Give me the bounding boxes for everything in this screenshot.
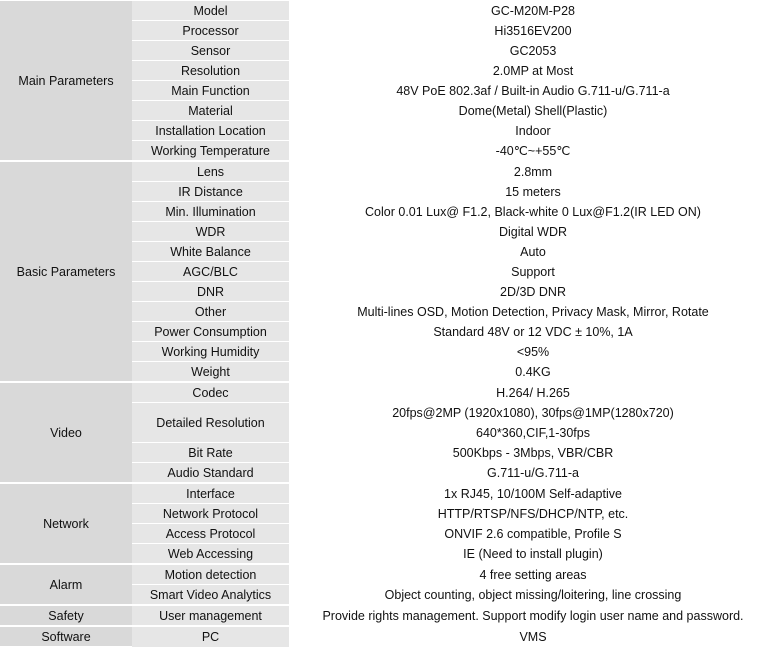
parameter-name: Power Consumption xyxy=(132,322,289,342)
parameter-name: Motion detection xyxy=(132,564,289,585)
parameter-value: Multi-lines OSD, Motion Detection, Privacy Mask, Mirror, Rotate xyxy=(289,302,777,322)
parameter-value: Support xyxy=(289,262,777,282)
table-row xyxy=(0,1,777,21)
parameter-value: 48V PoE 802.3af / Built-in Audio G.711-u/G.711-a xyxy=(289,81,777,101)
parameter-value: GC-M20M-P28 xyxy=(289,1,777,21)
parameter-value: IE (Need to install plugin) xyxy=(289,544,777,565)
parameter-value: <95% xyxy=(289,342,777,362)
parameter-name: Min. Illumination xyxy=(132,202,289,222)
parameter-name: Bit Rate xyxy=(132,443,289,463)
parameter-name: AGC/BLC xyxy=(132,262,289,282)
table-row xyxy=(0,382,777,403)
parameter-value: H.264/ H.265 xyxy=(289,382,777,403)
parameter-name: Material xyxy=(132,101,289,121)
parameter-name: Interface xyxy=(132,483,289,504)
section-label: Basic Parameters xyxy=(0,161,132,382)
parameter-value: VMS xyxy=(289,626,777,647)
parameter-name: Processor xyxy=(132,21,289,41)
parameter-value: Indoor xyxy=(289,121,777,141)
parameter-value: Standard 48V or 12 VDC ± 10%, 1A xyxy=(289,322,777,342)
parameter-value: GC2053 xyxy=(289,41,777,61)
table-row xyxy=(0,605,777,626)
parameter-name: DNR xyxy=(132,282,289,302)
table-row xyxy=(0,483,777,504)
parameter-name: White Balance xyxy=(132,242,289,262)
parameter-name: Working Humidity xyxy=(132,342,289,362)
parameter-name: Working Temperature xyxy=(132,141,289,162)
parameter-name: PC xyxy=(132,626,289,647)
parameter-value: Color 0.01 Lux@ F1.2, Black-white 0 Lux@F1.2(IR LED ON) xyxy=(289,202,777,222)
parameter-value: 2.8mm xyxy=(289,161,777,182)
parameter-name: Weight xyxy=(132,362,289,383)
spec-table-body xyxy=(0,1,777,647)
parameter-value: 0.4KG xyxy=(289,362,777,383)
parameter-value: Auto xyxy=(289,242,777,262)
parameter-name: Web Accessing xyxy=(132,544,289,565)
parameter-name: IR Distance xyxy=(132,182,289,202)
section-label: Main Parameters xyxy=(0,1,132,162)
parameter-name: Access Protocol xyxy=(132,524,289,544)
section-label: Software xyxy=(0,626,132,647)
parameter-value: Dome(Metal) Shell(Plastic) xyxy=(289,101,777,121)
parameter-value: Digital WDR xyxy=(289,222,777,242)
parameter-value: G.711-u/G.711-a xyxy=(289,463,777,484)
parameter-name: Detailed Resolution xyxy=(132,403,289,443)
parameter-name: WDR xyxy=(132,222,289,242)
parameter-name: Lens xyxy=(132,161,289,182)
parameter-name: Network Protocol xyxy=(132,504,289,524)
parameter-name: User management xyxy=(132,605,289,626)
parameter-name: Installation Location xyxy=(132,121,289,141)
parameter-value: HTTP/RTSP/NFS/DHCP/NTP, etc. xyxy=(289,504,777,524)
parameter-value: 500Kbps - 3Mbps, VBR/CBR xyxy=(289,443,777,463)
parameter-value: ONVIF 2.6 compatible, Profile S xyxy=(289,524,777,544)
parameter-value: 15 meters xyxy=(289,182,777,202)
parameter-value: Hi3516EV200 xyxy=(289,21,777,41)
section-label: Safety xyxy=(0,605,132,626)
parameter-name: Main Function xyxy=(132,81,289,101)
parameter-name: Smart Video Analytics xyxy=(132,585,289,606)
parameter-name: Model xyxy=(132,1,289,21)
section-label: Network xyxy=(0,483,132,564)
parameter-value: Object counting, object missing/loitering, line crossing xyxy=(289,585,777,606)
parameter-value: -40℃~+55℃ xyxy=(289,141,777,162)
table-row xyxy=(0,626,777,647)
parameter-name: Codec xyxy=(132,382,289,403)
parameter-value: 20fps@2MP (1920x1080), 30fps@1MP(1280x720) xyxy=(289,403,777,423)
table-row xyxy=(0,161,777,182)
parameter-value: 4 free setting areas xyxy=(289,564,777,585)
parameter-name: Other xyxy=(132,302,289,322)
parameter-value: Provide rights management. Support modify login user name and password. xyxy=(289,605,777,626)
parameter-name: Resolution xyxy=(132,61,289,81)
parameter-name: Audio Standard xyxy=(132,463,289,484)
section-label: Video xyxy=(0,382,132,483)
parameter-value: 1x RJ45, 10/100M Self-adaptive xyxy=(289,483,777,504)
section-label: Alarm xyxy=(0,564,132,605)
table-row xyxy=(0,564,777,585)
parameter-value: 2.0MP at Most xyxy=(289,61,777,81)
parameter-name: Sensor xyxy=(132,41,289,61)
parameter-value-line2: 640*360,CIF,1-30fps xyxy=(289,423,777,443)
parameter-value: 2D/3D DNR xyxy=(289,282,777,302)
